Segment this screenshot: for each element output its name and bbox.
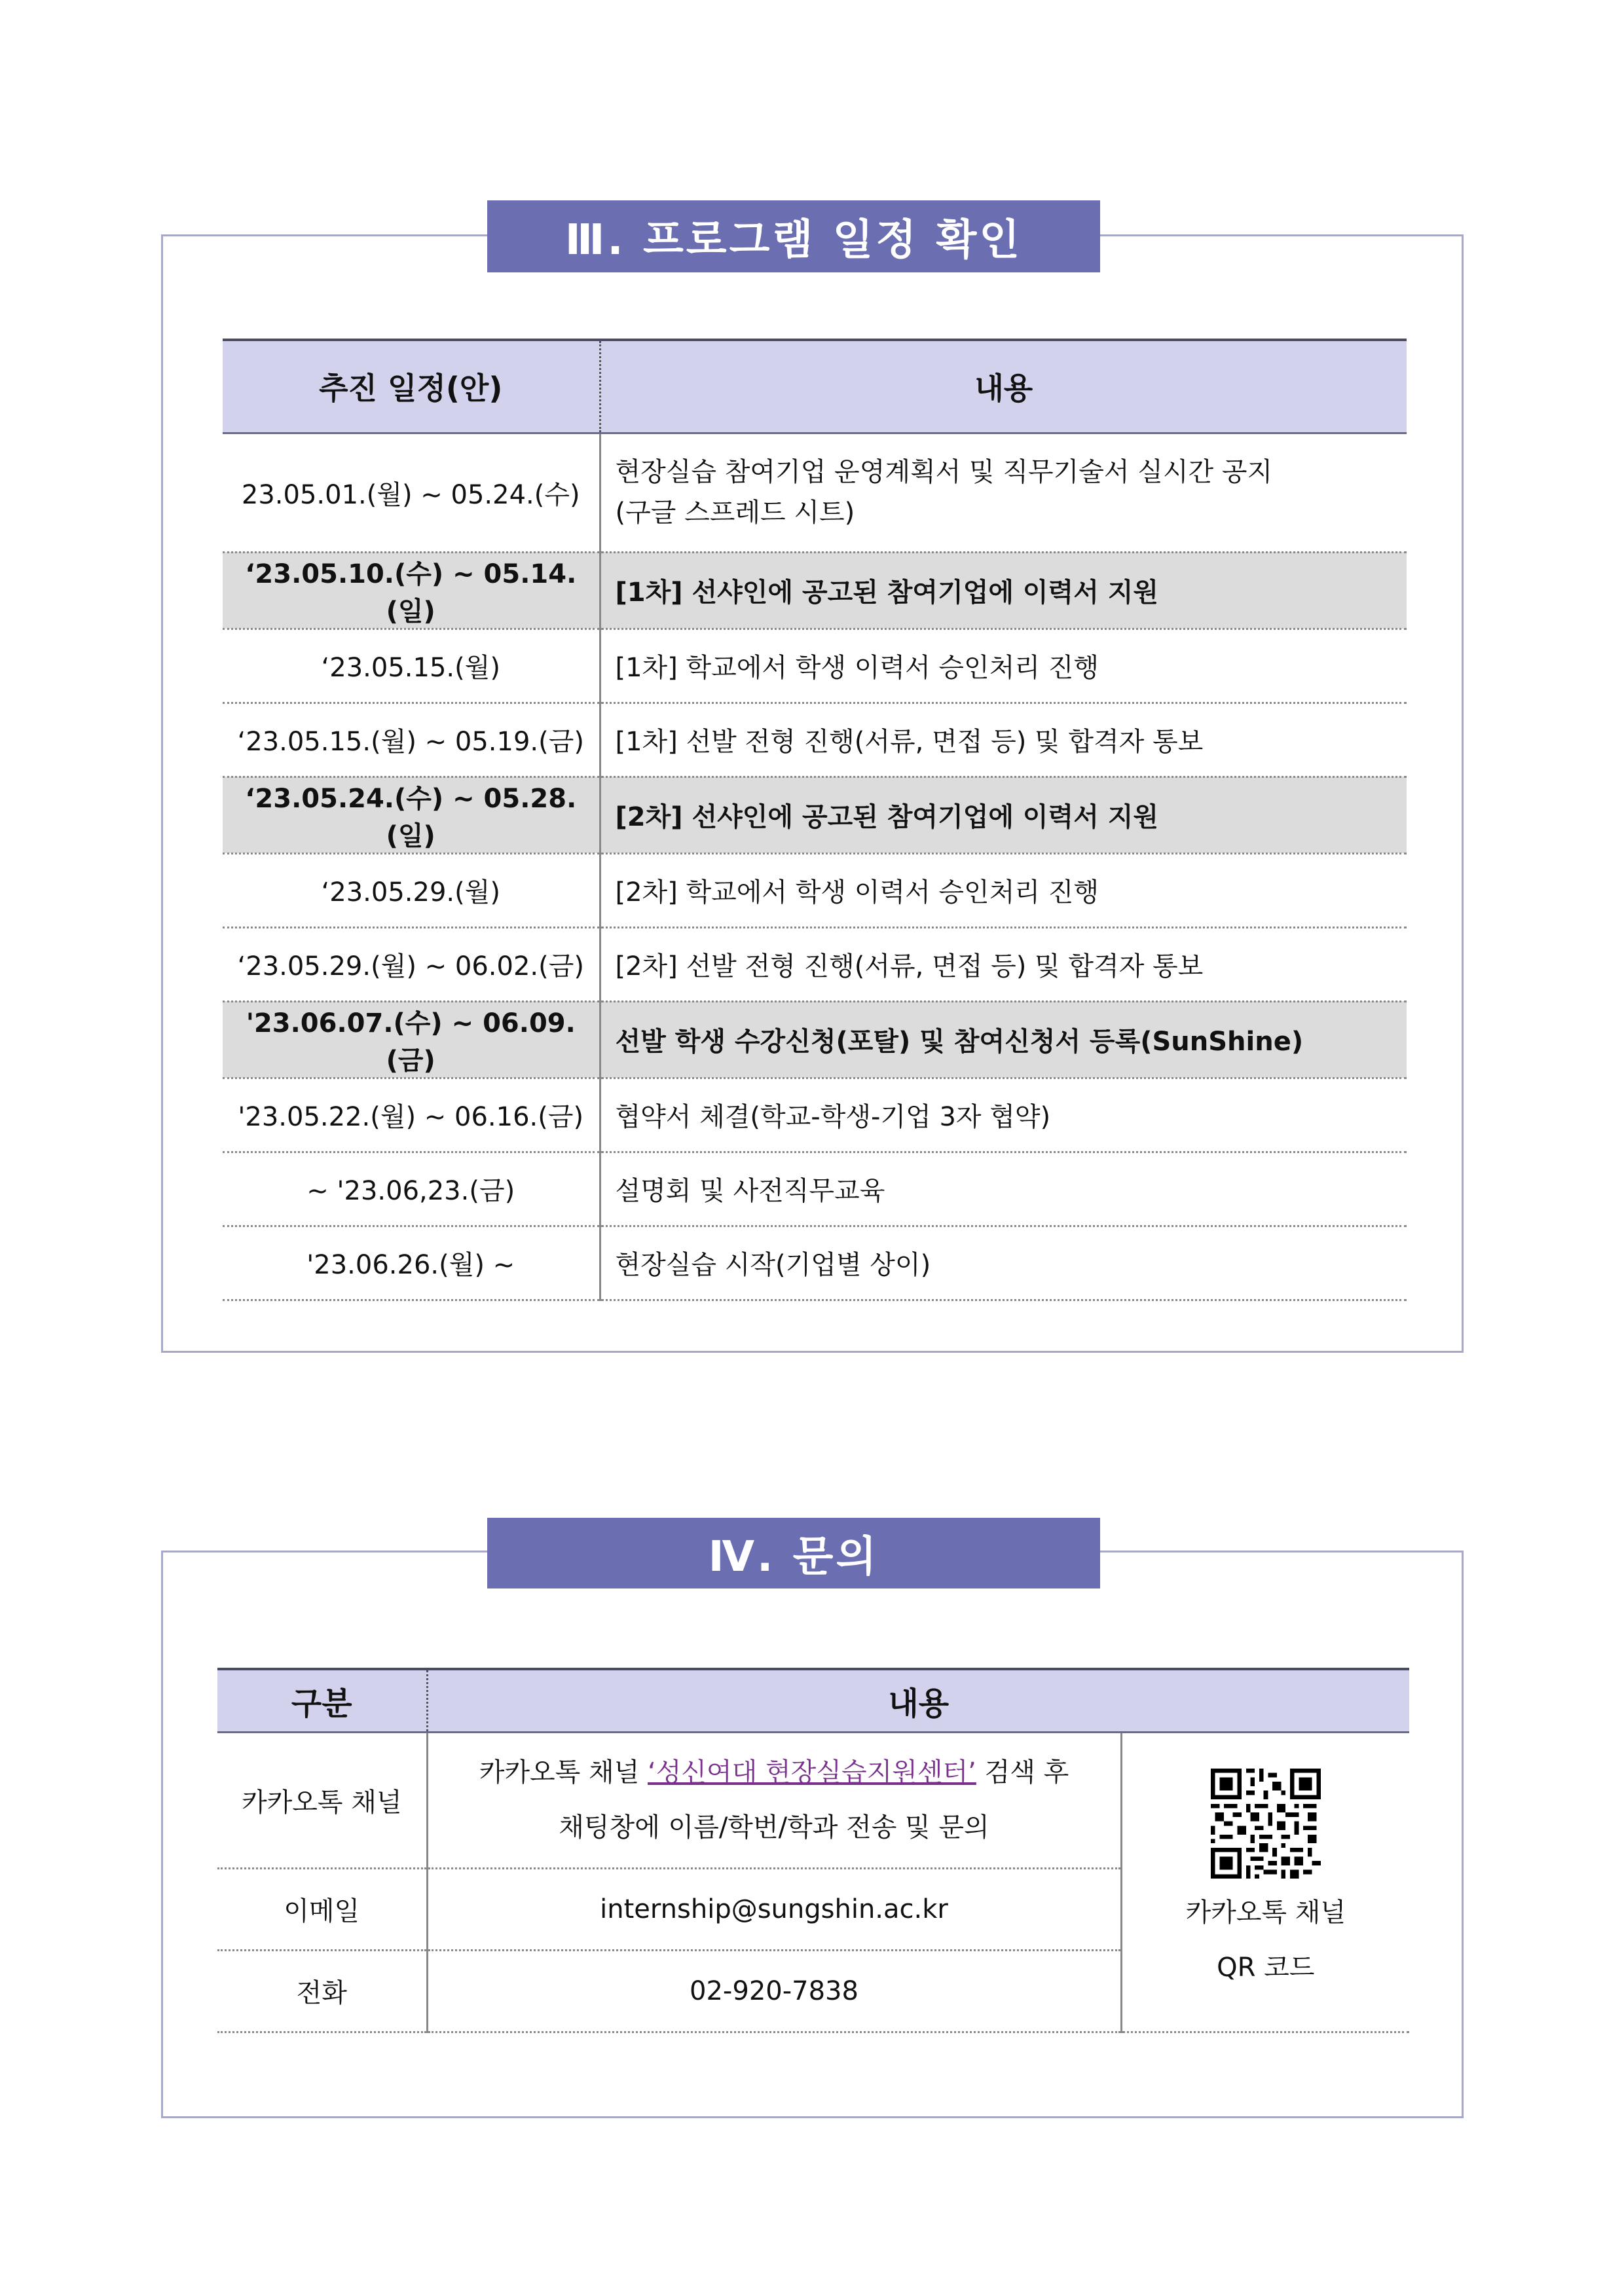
- schedule-date: ~ '23.06,23.(금): [223, 1152, 600, 1226]
- schedule-table: [223, 339, 1407, 1301]
- schedule-date: '23.06.26.(월) ~: [223, 1226, 600, 1300]
- table-row: [223, 1078, 1407, 1152]
- schedule-date: ‘23.05.15.(월): [223, 629, 600, 703]
- schedule-date: '23.06.07.(수) ~ 06.09.(금): [223, 1001, 600, 1078]
- table-row: [223, 1226, 1407, 1300]
- kakao-line2: 채팅창에 이름/학번/학과 전송 및 문의: [559, 1812, 989, 1843]
- table-row: [223, 1152, 1407, 1226]
- contact-phone-value[interactable]: 02-920-7838: [427, 1950, 1121, 2032]
- schedule-date: 23.05.01.(월) ~ 05.24.(수): [223, 433, 600, 552]
- table-row: [223, 1001, 1407, 1078]
- qr-caption-line1: 카카오톡 채널: [1185, 1898, 1346, 1928]
- qr-cell: [1121, 1732, 1409, 2032]
- schedule-header-row: [223, 340, 1407, 433]
- schedule-date: '23.05.22.(월) ~ 06.16.(금): [223, 1078, 600, 1152]
- qr-caption-line2: QR 코드: [1217, 1953, 1315, 1983]
- contact-email-value[interactable]: internship@sungshin.ac.kr: [427, 1868, 1121, 1950]
- table-row: [223, 777, 1407, 853]
- header-content: 내용: [427, 1669, 1409, 1732]
- schedule-content: [2차] 학교에서 학생 이력서 승인처리 진행: [600, 853, 1407, 927]
- qr-caption: [1185, 1885, 1346, 1995]
- kakao-channel-link[interactable]: ‘성신여대 현장실습지원센터’: [648, 1757, 976, 1788]
- schedule-content: 현장실습 시작(기업별 상이): [600, 1226, 1407, 1300]
- schedule-content: 선발 학생 수강신청(포탈) 및 참여신청서 등록(SunShine): [600, 1001, 1407, 1078]
- schedule-content: [600, 433, 1407, 552]
- table-row: [223, 853, 1407, 927]
- table-row: [223, 552, 1407, 629]
- kakao-text-before: 카카오톡 채널: [479, 1757, 648, 1788]
- schedule-content-line1: 현장실습 참여기업 운영계획서 및 직무기술서 실시간 공지: [615, 457, 1273, 487]
- table-row: [223, 629, 1407, 703]
- schedule-content: [2차] 선샤인에 공고된 참여기업에 이력서 지원: [600, 777, 1407, 853]
- table-row: [223, 703, 1407, 777]
- schedule-content: [1차] 학교에서 학생 이력서 승인처리 진행: [600, 629, 1407, 703]
- header-category: 구분: [217, 1669, 427, 1732]
- schedule-content: 설명회 및 사전직무교육: [600, 1152, 1407, 1226]
- schedule-date: ‘23.05.10.(수) ~ 05.14.(일): [223, 552, 600, 629]
- schedule-section-title: Ⅲ. 프로그램 일정 확인: [487, 200, 1100, 272]
- contact-phone-label: 전화: [217, 1950, 427, 2032]
- table-row: [223, 433, 1407, 552]
- schedule-content-line2: (구글 스프레드 시트): [615, 498, 855, 528]
- header-date: 추진 일정(안): [223, 340, 600, 433]
- table-row: [217, 1732, 1409, 1868]
- contact-kakao-label: 카카오톡 채널: [217, 1732, 427, 1868]
- contact-header-row: [217, 1669, 1409, 1732]
- table-row: [223, 927, 1407, 1001]
- schedule-content: [1차] 선샤인에 공고된 참여기업에 이력서 지원: [600, 552, 1407, 629]
- header-content: 내용: [600, 340, 1407, 433]
- contact-section-title: Ⅳ. 문의: [487, 1518, 1100, 1588]
- kakao-text-after: 검색 후: [976, 1757, 1069, 1788]
- schedule-date: ‘23.05.15.(월) ~ 05.19.(금): [223, 703, 600, 777]
- contact-kakao-content: [427, 1732, 1121, 1868]
- qr-code-icon[interactable]: [1211, 1769, 1321, 1879]
- schedule-content: [1차] 선발 전형 진행(서류, 면접 등) 및 합격자 통보: [600, 703, 1407, 777]
- schedule-content: 협약서 체결(학교-학생-기업 3자 협약): [600, 1078, 1407, 1152]
- contact-table: [217, 1668, 1409, 2033]
- qr-wrap: [1137, 1769, 1395, 1995]
- schedule-date: ‘23.05.24.(수) ~ 05.28.(일): [223, 777, 600, 853]
- schedule-date: ‘23.05.29.(월): [223, 853, 600, 927]
- contact-email-label: 이메일: [217, 1868, 427, 1950]
- schedule-date: ‘23.05.29.(월) ~ 06.02.(금): [223, 927, 600, 1001]
- schedule-content: [2차] 선발 전형 진행(서류, 면접 등) 및 합격자 통보: [600, 927, 1407, 1001]
